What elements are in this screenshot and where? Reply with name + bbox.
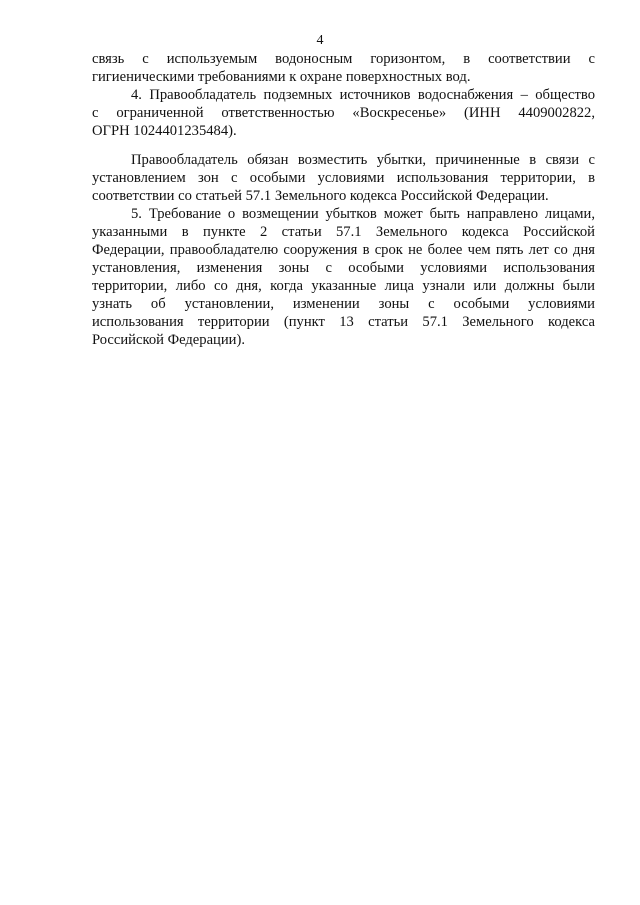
text-line: установлением зон с особыми условиями использования территории, в [92, 170, 595, 186]
text-line: Правообладатель обязан возместить убытки, причиненные в связи с [131, 152, 595, 168]
text-line: использования территории (пункт 13 статьи 57.1 Земельного кодекса [92, 314, 595, 330]
text-line: Федерации, правообладателю сооружения в срок не более чем пять лет со дня [92, 242, 595, 258]
text-line: установления, изменения зоны с особыми условиями использования [92, 260, 595, 276]
paragraph [92, 86, 595, 140]
text-line: связь с используемым водоносным горизонтом, в соответствии с [92, 51, 595, 67]
text-line: с ограниченной ответственностью «Воскресенье» (ИНН 4409002822, [92, 105, 595, 121]
text-line: узнать об установлении, изменении зоны с особыми условиями [92, 296, 595, 312]
text-line: 4. Правообладатель подземных источников водоснабжения – общество [131, 87, 595, 103]
text-line: Российской Федерации). [92, 332, 245, 348]
text-line: указанными в пункте 2 статьи 57.1 Земельного кодекса Российской [92, 224, 595, 240]
paragraph [92, 50, 595, 86]
text-line: гигиеническими требованиями к охране поверхностных вод. [92, 69, 471, 85]
text-line: территории, либо со дня, когда указанные лица узнали или должны были [92, 278, 595, 294]
paragraph-spacer [92, 140, 595, 151]
document-body [92, 50, 595, 349]
text-line: 5. Требование о возмещении убытков может быть направлено лицами, [131, 206, 595, 222]
page-number: 4 [316, 33, 324, 48]
paragraph [92, 205, 595, 349]
text-line: соответствии со статьей 57.1 Земельного кодекса Российской Федерации. [92, 188, 549, 204]
paragraph [92, 151, 595, 205]
text-line: ОГРН 1024401235484). [92, 123, 237, 139]
